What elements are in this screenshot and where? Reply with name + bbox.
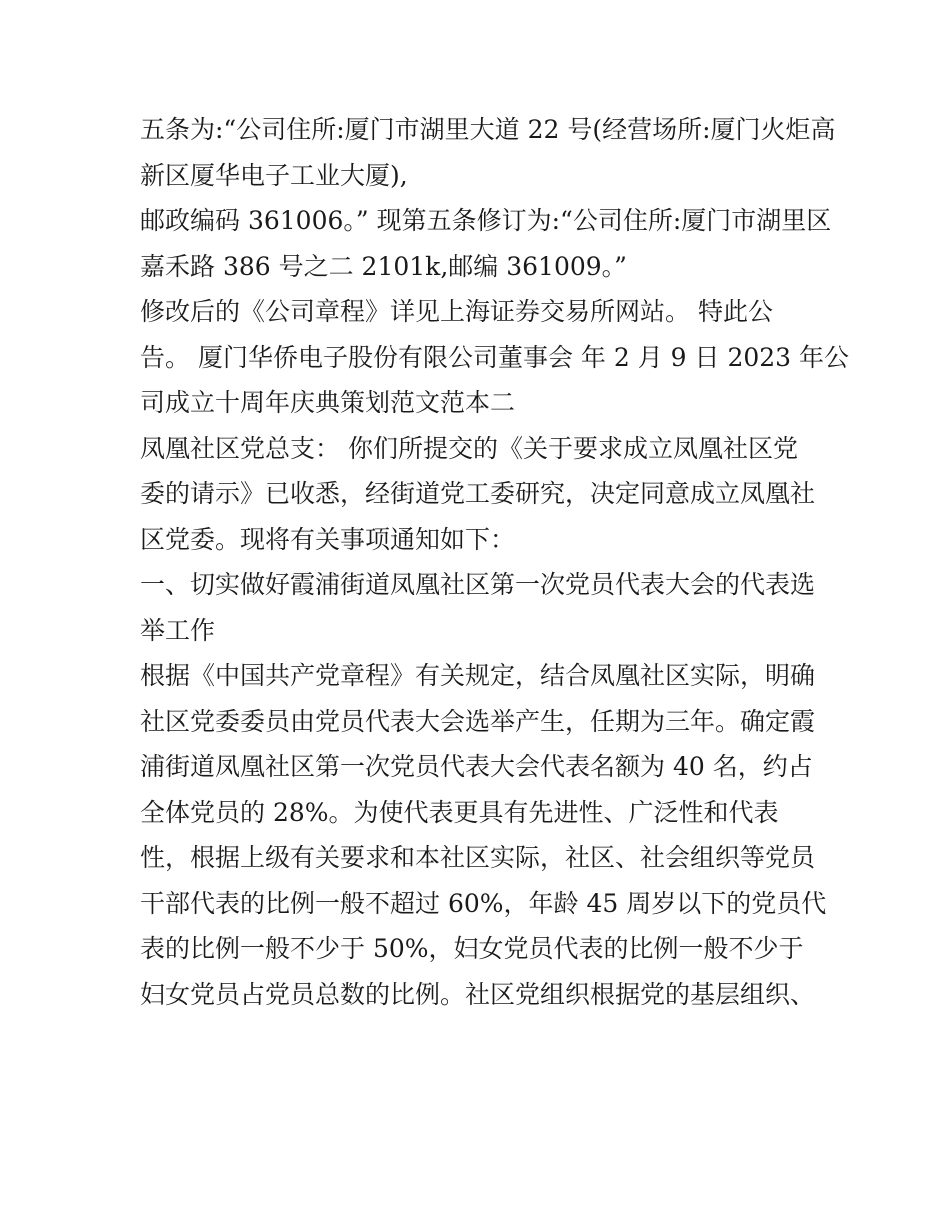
- text-line: 性，根据上级有关要求和本社区实际，社区、社会组织等党员: [140, 843, 816, 872]
- text-line: 举工作: [140, 615, 216, 645]
- text-line: 妇女党员占党员总数的比例。社区党组织根据党的基层组织、: [140, 979, 816, 1009]
- text-line: 全体党员的 28%。为使代表更具有先进性、广泛性和代表: [140, 797, 779, 827]
- text-line: 社区党委委员由党员代表大会选举产生，任期为三年。确定霞: [140, 706, 816, 736]
- text-line: 司成立十周年庆典策划范文范本二: [140, 388, 516, 417]
- text-line: 邮政编码 361006。” 现第五条修订为:“公司住所:厦门市湖里区: [140, 206, 832, 235]
- text-line: 根据《中国共产党章程》有关规定，结合凤凰社区实际，明确: [140, 661, 816, 690]
- text-line: 告。 厦门华侨电子股份有限公司董事会 年 2 月 9 日 2023 年公: [140, 342, 850, 372]
- text-line: 修改后的《公司章程》详见上海证券交易所网站。 特此公: [140, 297, 773, 326]
- text-line: 新区厦华电子工业大厦),: [140, 160, 408, 190]
- text-line: 表的比例一般不少于 50%，妇女党员代表的比例一般不少于: [140, 934, 804, 963]
- text-line: 凤凰社区党总支： 你们所提交的《关于要求成立凤凰社区党: [140, 433, 798, 463]
- text-line: 一、切实做好霞浦街道凤凰社区第一次党员代表大会的代表选: [140, 570, 816, 599]
- text-line: 五条为:“公司住所:厦门市湖里大道 22 号(经营场所:厦门火炬高: [140, 115, 836, 144]
- text-line: 干部代表的比例一般不超过 60%，年龄 45 周岁以下的党员代: [140, 888, 827, 918]
- text-line: 嘉禾路 386 号之二 2101k,邮编 361009。”: [140, 251, 627, 281]
- text-line: 浦街道凤凰社区第一次党员代表大会代表名额为 40 名，约占: [140, 752, 813, 781]
- text-line: 区党委。现将有关事项通知如下：: [140, 524, 516, 554]
- document-body: [140, 107, 850, 1017]
- text-line: 委的请示》已收悉，经街道党工委研究，决定同意成立凤凰社: [140, 479, 816, 508]
